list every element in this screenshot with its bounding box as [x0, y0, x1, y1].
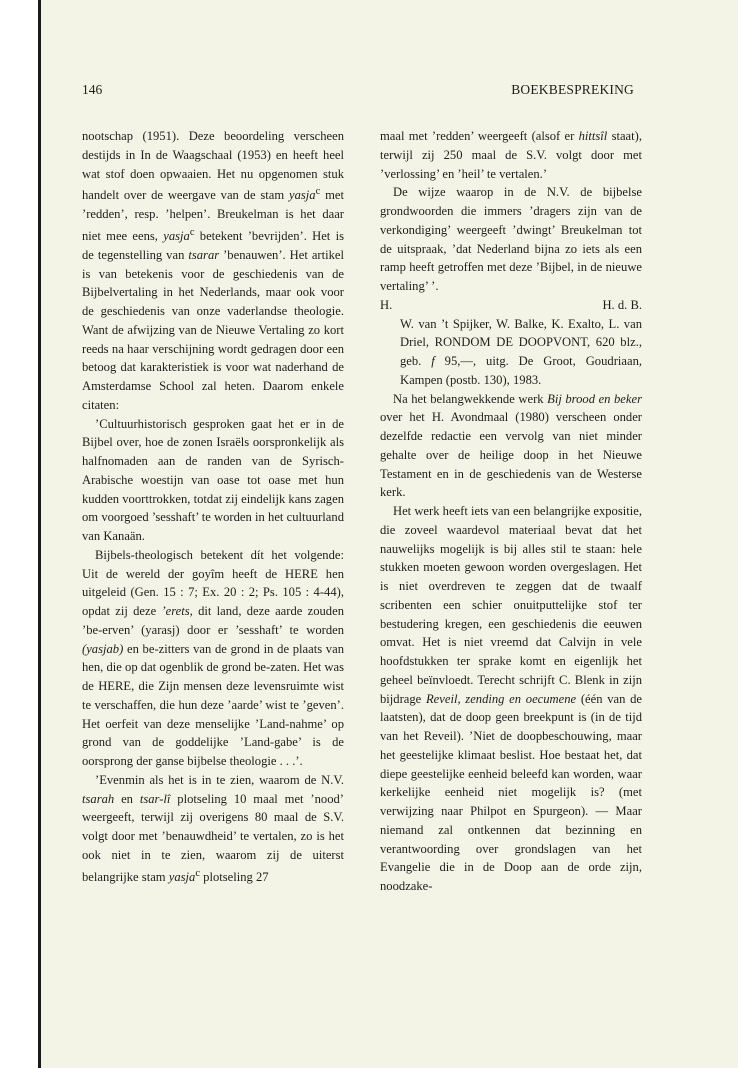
body-paragraph: ’Cultuurhistorisch gesproken gaat het er in de Bijbel over, hoe de zonen Israëls oorspronkelijk als halfnomaden aan de randen van de Syrisch-Arabische woestijn van oase tot oase met hun kudden voorttrokken, totdat zij eindelijk kans zagen om voorgoed ’sesshaft’ te worden in het cultuurland van Kanaän.: [82, 416, 344, 544]
body-paragraph: maal met ’redden’ weergeeft (alsof er hittsîl staat), terwijl zij 250 maal de S.V. volgt door met ’verlossing’ en ’heil’ te vertalen.’: [380, 129, 642, 181]
body-paragraph: ’Evenmin als het is in te zien, waarom de N.V. tsarah en tsar-lî plotseling 10 maal met ’nood’ weergeeft, terwijl zij overigens 80 maal de S.V. volgt door met ’benauwdheid’ te vertalen, zo is het ook niet in te zien, waarom zij de uiterst belangrijke stam yasja$^c$ plotseling 27: [82, 772, 344, 884]
body-paragraph: Het werk heeft iets van een belangrijke expositie, die zoveel waardevol materiaal bevat dat het nauwelijks mogelijk is bij alles stil te staan: hele stukken moeten gewoon worden overgeslagen. Het is niet overdreven te zeggen dat de twaalf scribenten een schier onuitputtelijke stof ter bestudering kregen, een geschiedenis die eeuwen omvat. Het is niet vreemd dat Calvijn in vele hoofdstukken ter sprake komt en eigenlijk het geheel beïnvloedt. Terecht schrijft C. Blenk in zijn bijdrage Reveil, zending en oecumene (één van de laatsten), dat de doop geen breekpunt is (in de tijd van het Reveil). ’Niet de doopbeschouwing, maar het geestelijke klimaat beslist. Hoe bestaat het, dat diepe geestelijke eenheid beleefd kan worden, waar kerkelijke eenheid niet mogelijk is? (met verwijzing naar Philpot en Spurgeon). — Maar niemand zal ontkennen dat bezinning en verantwoording over grondslagen van het Evangelie die in de Doop aan de orde zijn, noodzake-: [380, 504, 643, 893]
right-column: [380, 127, 642, 896]
section-title: BOEKBESPREKING: [511, 82, 634, 97]
bibliographic-entry: W. van ’t Spijker, W. Balke, K. Exalto, L. van Driel, RONDOM DE DOOPVONT, 620 blz., geb. f 95,—, uitg. De Groot, Goudriaan, Kampen (postb. 130), 1983.: [400, 316, 643, 387]
signature-right: H. d. B.: [602, 297, 642, 312]
body-paragraph: Bijbels-theologisch betekent dít het volgende: Uit de wereld der goyîm heeft de HERE hen uitgeleid (Gen. 15 : 7; Ex. 20 : 2; Ps. 105 : 4-44), opdat zij deze ’erets, dit land, deze aarde zouden ’be-erven’ (yarasj) door er ’sesshaft’ te worden (yasjab) en be-zitters van de grond in de plaats van hen, die op dat ogenblik de grond be-zaten. Het was de HERE, die Zijn mensen deze levensruimte wist te verschaffen, die hun deze ’aarde’ wist te ’geven’. Het oerfeit van deze menselijke ’Land-nahme’ op grond van de goddelijke ’Land-gabe’ is de oorsprong der ganse bijbelse theologie . . .’.: [82, 547, 344, 769]
body-paragraph: Na het belangwekkende werk Bij brood en beker over het H. Avondmaal (1980) verscheen onder dezelfde redactie een vervolg van niet minder gehalte over de heilige doop in het Nieuwe Testament en in de geschiedenis van de Westerse kerk.: [380, 391, 642, 500]
page-number: 146: [82, 82, 103, 97]
body-paragraph: De wijze waarop in de N.V. de bijbelse grondwoorden die immers ’dragers zijn van de verkondiging’ weergeeft ’dwingt’ Breukelman tot de uitspraak, ’dat Nederland bijna zo iets als een ramp heeft getroffen met deze ’Bijbel, in de nieuwe vertaling’ ’.: [380, 185, 642, 293]
reviewer-signature: [380, 296, 642, 315]
signature-left: H.: [380, 297, 393, 312]
body-paragraph: nootschap (1951). Deze beoordeling verscheen destijds in In de Waagschaal (1953) en heeft heel wat stof doen opwaaien. Het nu opgenomen stuk handelt over de weergave van de stam yasja$^c$ met ’redden’, resp. ’helpen’. Breukelman is het daar niet mee eens, yasja$^c$ betekent ’bevrijden’. Het is de tegenstelling van tsarar ’benauwen’. Het artikel is van betekenis voor de geschiedenis van de Bijbelvertaling in het Nederlands, maar ook voor de geschiedenis van onze vaderlandse theologie. Want de afwijzing van de Nieuwe Vertaling zo kort reeds na haar verschijning wordt gedragen door een betoog dat karakteristiek is voor wat naderhand de Amsterdamse School zal heten. Daarom enkele citaten:: [82, 129, 344, 412]
left-column: [82, 127, 344, 887]
